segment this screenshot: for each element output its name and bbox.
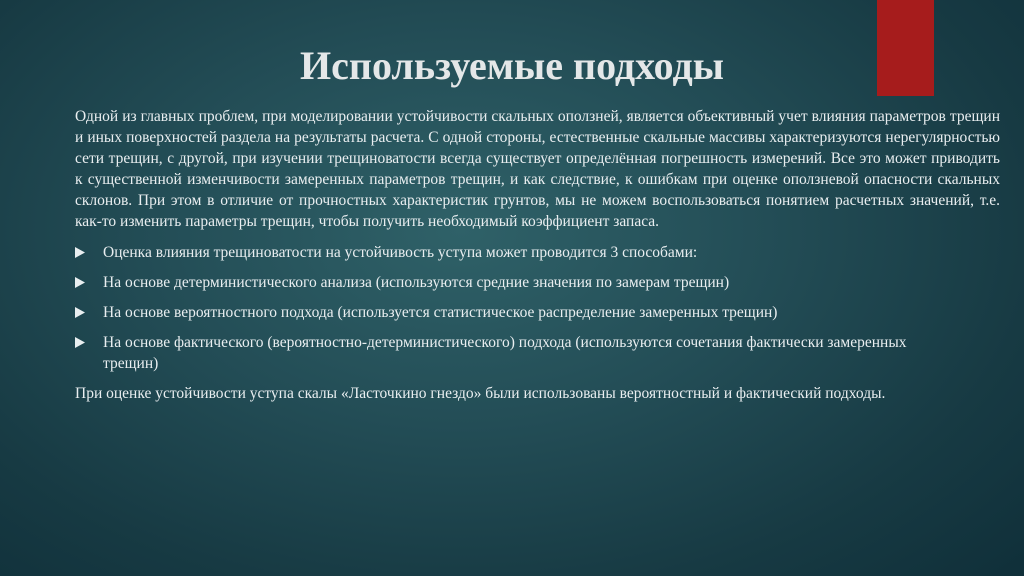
triangle-right-icon xyxy=(75,242,103,263)
slide-title: Используемые подходы xyxy=(300,43,724,88)
bullet-text: Оценка влияния трещиноватости на устойчивость уступа может проводится 3 способами: xyxy=(103,244,698,261)
triangle-right-icon xyxy=(75,302,103,323)
intro-paragraph: Одной из главных проблем, при моделировании устойчивости скальных оползней, является объективный учет влияния параметров трещин и иных поверхностей раздела на результаты расчета. С одной стороны, естественные скальные массивы характеризуются нерегулярностью сети трещин, с другой, при изучении трещиноватости всегда существует определённая погрешность измерений. Все это может приводить к существенной изменчивости замеренных параметров трещин, и как следствие, к ошибкам при оценке оползневой опасности скальных склонов. При этом в отличие от прочностных характеристик грунтов, мы не можем воспользоваться понятием расчетных значений, т.е. как-то изменить параметры трещин, чтобы получить необходимый коэффициент запаса. xyxy=(75,108,1000,230)
bullet-item xyxy=(75,302,1000,323)
bullet-item xyxy=(75,332,1000,374)
triangle-right-icon xyxy=(75,272,103,293)
bullet-text: На основе детерминистического анализа (используются средние значения по замерам трещин) xyxy=(103,274,730,291)
bullet-item xyxy=(75,272,1000,293)
triangle-right-icon xyxy=(75,332,103,353)
bullet-text: На основе вероятностного подхода (используется статистическое распределение замеренных трещин) xyxy=(103,304,778,321)
closing-paragraph: При оценке устойчивости уступа скалы «Ласточкино гнездо» были использованы вероятностный и фактический подходы. xyxy=(75,385,886,402)
bullet-text: На основе фактического (вероятностно-детерминистического) подхода (используются сочетания фактически замеренных трещин) xyxy=(103,334,907,372)
bullet-list xyxy=(75,242,1000,374)
slide-content xyxy=(75,106,1000,404)
bullet-item xyxy=(75,242,1000,263)
